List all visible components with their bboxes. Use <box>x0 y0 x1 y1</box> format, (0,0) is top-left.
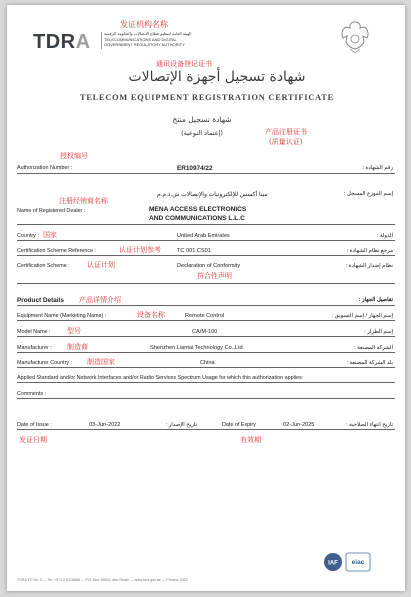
divider <box>17 398 395 399</box>
scheme-ref-label: Certification Scheme Reference : <box>17 248 97 254</box>
cn-title-annotation: 通讯设备登记证书 <box>156 60 212 68</box>
arabic-subtitle-2: (إعتماد النوعية) <box>181 129 223 137</box>
divider <box>17 336 395 337</box>
authority-name-ar: الهيئة العامة لتنظيم قطاع الاتصالات والحكومة الرقمية <box>104 31 192 36</box>
cn-expiry-annotation: 有效期 <box>240 436 261 444</box>
auth-number-ar: رقم الشهادة : <box>362 165 393 171</box>
cn-scheme-ref-annotation: 认证计划参考 <box>119 246 161 254</box>
dealer-name-line-1: MENA ACCESS ELECTRONICS <box>149 206 247 213</box>
mfg-country-label: Manufacturer Country : <box>17 360 73 366</box>
model-ar: إسم الطراز : <box>364 329 393 335</box>
issue-date-label: Date of Issue : <box>17 422 52 428</box>
equipment-ar: إسم الجهاز / إسم التسويق : <box>331 313 393 319</box>
eiac-seal-icon <box>345 552 371 572</box>
tdra-logo: TDRA <box>33 31 91 53</box>
divider <box>17 173 395 174</box>
arabic-subtitle: شهادة تسجيل منتج <box>172 115 232 124</box>
uae-emblem-icon <box>338 19 372 55</box>
scheme-ref-value: TC 001 CS01 <box>177 248 211 254</box>
divider <box>17 352 395 353</box>
scheme-ref-ar: مرجع نظام الشهادة : <box>346 248 393 254</box>
country-value: United Arab Emirates <box>177 233 230 239</box>
dealer-name-ar: مينا أكسس للإلكترونيات والإتصالات ش.ذ.م.م <box>157 192 268 198</box>
cn-equipment-annotation: 设备名称 <box>137 311 165 319</box>
manufacturer-ar: الشركة المصنعة : <box>354 345 393 351</box>
divider <box>17 224 395 225</box>
comments-label: Comments : <box>17 391 47 397</box>
equipment-value: Remote Control <box>185 313 225 319</box>
cn-scheme-value-annotation: 符合性声明 <box>197 272 232 280</box>
cn-issue-annotation: 发证日期 <box>19 436 47 444</box>
authority-name-en-1: TELECOMMUNICATIONS AND DIGITAL <box>104 37 177 42</box>
svg-text:eiac: eiac <box>351 559 365 566</box>
divider <box>17 305 395 306</box>
country-ar: الدولة : <box>376 233 393 239</box>
iaf-seal-icon <box>323 552 343 572</box>
product-details-heading: Product Details <box>17 297 64 304</box>
cn-subtitle-annotation: 产品注册证书 <box>265 128 307 136</box>
cn-model-annotation: 型号 <box>67 327 81 335</box>
issuer-annotation: 发证机构名称 <box>120 20 168 29</box>
divider <box>17 320 395 321</box>
authority-name-en-2: GOVERNMENT REGULATORY AUTHORITY <box>104 42 185 47</box>
model-label: Model Name : <box>17 329 51 335</box>
expiry-date-ar: تاريخ انتهاء الصلاحية : <box>346 422 393 428</box>
cn-dealer-annotation: 注册经销商名称 <box>59 197 108 205</box>
product-details-ar: تفاصيل الجهاز : <box>358 297 393 303</box>
arabic-title: شهادة تسجيل أجهزة الإتصالات <box>128 69 306 85</box>
mfg-country-value: China <box>200 360 215 366</box>
scheme-ar: نظام إصدار الشهادة : <box>345 263 393 269</box>
logo-divider <box>101 32 102 49</box>
model-value: CA/M-100 <box>192 329 218 335</box>
svg-text:IAF: IAF <box>328 560 338 567</box>
applied-standards-label: Applied Standard and/or Network Interfaces and/or Radio Services Spectrum Usage for which this authorization applies: <box>17 375 304 381</box>
divider <box>17 255 395 256</box>
cn-manufacturer-annotation: 制造商 <box>67 343 88 351</box>
certificate-sheet <box>7 5 405 591</box>
issue-date-ar: تاريخ الإصدار : <box>165 422 197 428</box>
divider <box>17 283 395 284</box>
auth-number-value: ER10974/22 <box>177 165 213 172</box>
dealer-label-ar: إسم الموزع المسجل : <box>343 191 393 197</box>
scheme-value: Declaration of Conformity <box>177 263 241 269</box>
footer-text: TDRA TC No. 0 — Tel: +971 2 6118888 — P.O. Box 26662, Abu Dhabi — www.tdra.gov.ae — Printed: 2022 <box>17 578 188 582</box>
scheme-label: Certification Scheme : <box>17 263 70 269</box>
expiry-date-value: 02-Jun-2025 <box>283 422 315 428</box>
english-title: TELECOM EQUIPMENT REGISTRATION CERTIFICATE <box>80 93 334 102</box>
manufacturer-label: Manufacturer : <box>17 345 52 351</box>
cn-subtitle-annotation-2: (质量认证) <box>269 138 303 146</box>
divider <box>17 382 395 383</box>
mfg-country-ar: بلد الشركة المصنعة : <box>346 360 393 366</box>
cn-mfg-country-annotation: 制造国家 <box>87 358 115 366</box>
cn-auth-annotation: 授权编号 <box>60 152 88 160</box>
cn-product-annotation: 产品详情介绍 <box>79 296 121 304</box>
cn-scheme-annotation: 认证计划 <box>87 261 115 269</box>
issue-date-value: 03-Jun-2022 <box>89 422 121 428</box>
manufacturer-value: Shenzhen Liantai Technology Co.,Ltd. <box>150 345 245 351</box>
dealer-label: Name of Registered Dealer : <box>17 208 86 214</box>
divider <box>17 240 395 241</box>
cn-country-annotation: 国家 <box>43 231 57 239</box>
divider <box>17 367 395 368</box>
country-label: Country : <box>17 233 39 239</box>
divider <box>17 429 395 430</box>
expiry-date-label: Date of Expiry <box>222 422 256 428</box>
dealer-name-line-2: AND COMMUNICATIONS L.L.C <box>149 215 245 222</box>
auth-number-label: Authorization Number : <box>17 165 73 171</box>
equipment-label: Equipment Name (Marketing Name) : <box>17 313 107 319</box>
